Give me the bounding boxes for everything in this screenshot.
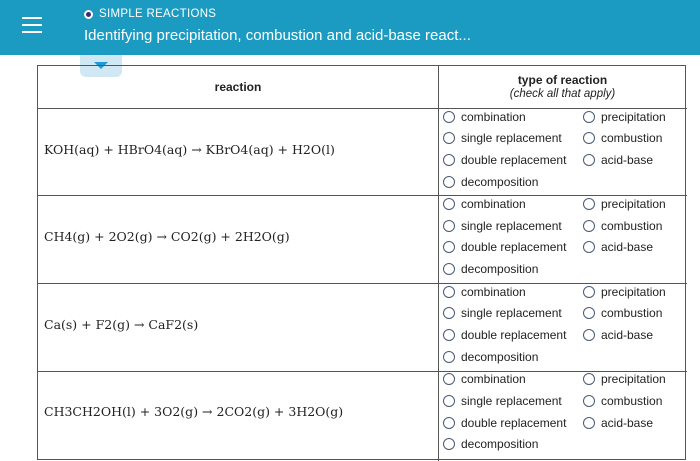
option-precipitation[interactable]: precipitation [583, 110, 666, 124]
checkbox[interactable] [443, 395, 455, 407]
header-bar [0, 0, 700, 55]
header-type-title: type of reaction [517, 73, 608, 87]
option-double-replacement[interactable]: double replacement [443, 416, 566, 430]
checkbox[interactable] [443, 220, 455, 232]
reaction-equation: CH3CH2OH(l) + 3O2(g) → 2CO2(g) + 3H2O(g) [44, 404, 344, 419]
menu-icon[interactable] [22, 13, 42, 35]
progress-dot-icon [84, 10, 93, 19]
option-decomposition[interactable]: decomposition [443, 175, 538, 189]
checkbox[interactable] [583, 154, 595, 166]
option-combustion[interactable]: combustion [583, 131, 662, 145]
option-acid-base[interactable]: acid-base [583, 416, 653, 430]
option-combination[interactable]: combination [443, 197, 526, 211]
option-decomposition[interactable]: decomposition [443, 350, 538, 364]
checkbox[interactable] [443, 241, 455, 253]
checkbox[interactable] [443, 154, 455, 166]
checkbox[interactable] [443, 351, 455, 363]
header-reaction: reaction [214, 80, 262, 94]
checkbox[interactable] [443, 438, 455, 450]
option-combination[interactable]: combination [443, 285, 526, 299]
option-combustion[interactable]: combustion [583, 394, 662, 408]
option-combination[interactable]: combination [443, 372, 526, 386]
checkbox[interactable] [443, 198, 455, 210]
option-combination[interactable]: combination [443, 110, 526, 124]
checkbox[interactable] [443, 132, 455, 144]
checkbox[interactable] [443, 417, 455, 429]
checkbox[interactable] [443, 111, 455, 123]
option-decomposition[interactable]: decomposition [443, 437, 538, 451]
checkbox[interactable] [583, 395, 595, 407]
option-single-replacement[interactable]: single replacement [443, 219, 562, 233]
option-precipitation[interactable]: precipitation [583, 372, 666, 386]
header-type-hint: (check all that apply) [509, 88, 616, 100]
header-type [439, 66, 686, 108]
checkbox[interactable] [583, 198, 595, 210]
checkbox[interactable] [583, 111, 595, 123]
option-precipitation[interactable]: precipitation [583, 285, 666, 299]
checkbox[interactable] [443, 307, 455, 319]
option-precipitation[interactable]: precipitation [583, 197, 666, 211]
option-double-replacement[interactable]: double replacement [443, 240, 566, 254]
option-decomposition[interactable]: decomposition [443, 262, 538, 276]
option-single-replacement[interactable]: single replacement [443, 394, 562, 408]
option-acid-base[interactable]: acid-base [583, 328, 653, 342]
reaction-equation: Ca(s) + F2(g) → CaF2(s) [44, 317, 199, 332]
topic-text: SIMPLE REACTIONS [99, 8, 217, 20]
topic-label [84, 8, 216, 20]
checkbox[interactable] [443, 373, 455, 385]
checkbox[interactable] [583, 241, 595, 253]
option-acid-base[interactable]: acid-base [583, 153, 653, 167]
reaction-equation: KOH(aq) + HBrO4(aq) → KBrO4(aq) + H2O(l) [44, 142, 335, 157]
row-divider [38, 108, 687, 109]
reaction-equation: CH4(g) + 2O2(g) → CO2(g) + 2H2O(g) [44, 229, 290, 244]
reaction-table [37, 65, 686, 460]
option-combustion[interactable]: combustion [583, 306, 662, 320]
option-combustion[interactable]: combustion [583, 219, 662, 233]
option-acid-base[interactable]: acid-base [583, 240, 653, 254]
page-title: Identifying precipitation, combustion and acid-base react... [84, 27, 471, 44]
checkbox[interactable] [443, 263, 455, 275]
checkbox[interactable] [583, 373, 595, 385]
row-divider [38, 195, 687, 196]
checkbox[interactable] [443, 286, 455, 298]
checkbox[interactable] [583, 417, 595, 429]
checkbox[interactable] [583, 132, 595, 144]
checkbox[interactable] [583, 286, 595, 298]
column-divider [438, 66, 439, 461]
checkbox[interactable] [583, 329, 595, 341]
row-divider [38, 283, 687, 284]
option-single-replacement[interactable]: single replacement [443, 306, 562, 320]
checkbox[interactable] [583, 220, 595, 232]
checkbox[interactable] [443, 329, 455, 341]
option-double-replacement[interactable]: double replacement [443, 153, 566, 167]
option-single-replacement[interactable]: single replacement [443, 131, 562, 145]
checkbox[interactable] [583, 307, 595, 319]
checkbox[interactable] [443, 176, 455, 188]
option-double-replacement[interactable]: double replacement [443, 328, 566, 342]
